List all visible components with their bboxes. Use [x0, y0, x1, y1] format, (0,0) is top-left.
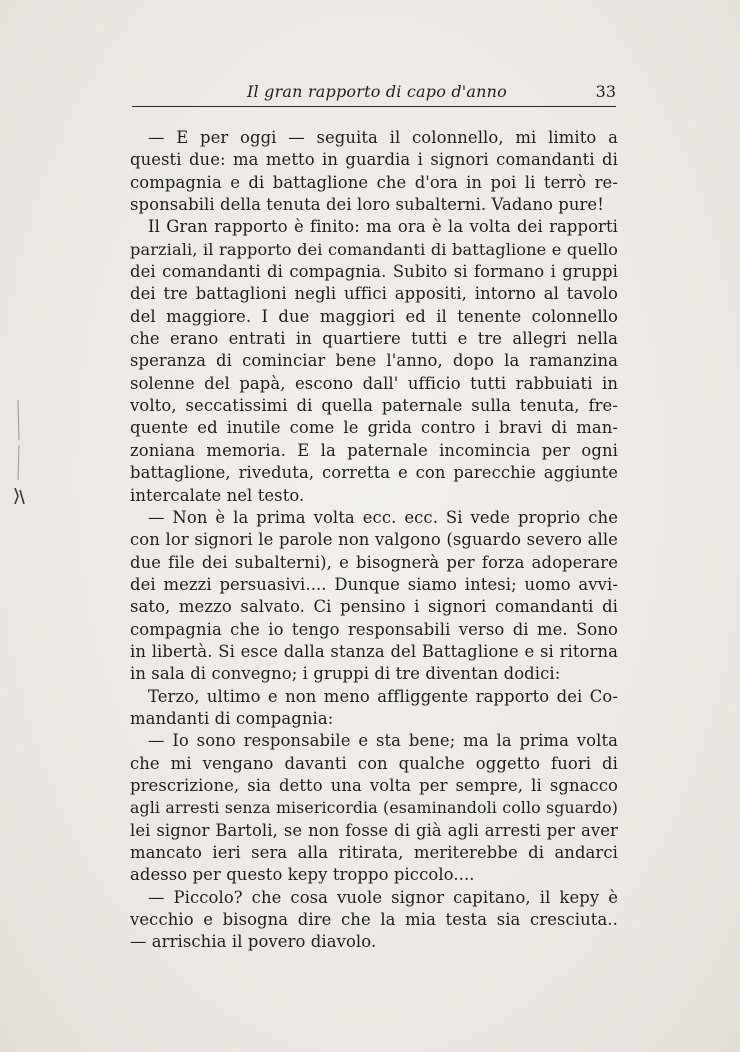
text-line: dei comandanti di compagnia. Subito si formano i gruppi	[130, 262, 618, 282]
text-line: questi due: ma metto in guardia i signori comandanti di	[130, 150, 618, 170]
page-number: 33	[595, 82, 616, 101]
text-line: Il Gran rapporto è finito: ma ora è la volta dei rapporti	[148, 217, 618, 237]
text-line: solenne del papà, escono dall' ufficio tutti rabbuiati in	[130, 373, 618, 393]
text-line: sponsabili della tenuta dei loro subalterni. Vadano pure!	[130, 195, 604, 215]
text-line: lei signor Bartoli, se non fosse di già agli arresti per aver	[130, 820, 618, 840]
text-line: intercalate nel testo.	[130, 485, 305, 505]
text-line: mandanti di compagnia:	[130, 708, 334, 728]
text-line: dei mezzi persuasivi.... Dunque siamo intesi; uomo avvi-	[130, 574, 618, 594]
text-line: mancato ieri sera alla ritirata, meriterebbe di andarci	[130, 843, 618, 862]
text-line: prescrizione, sia detto una volta per sempre, li sgnacco	[130, 775, 618, 795]
text-line: adesso per questo kepy troppo piccolo....	[130, 865, 475, 885]
text-line: zoniana memoria. E la paternale incomincia per ogni	[130, 440, 618, 460]
text-line: che mi vengano davanti con qualche oggetto fuori di	[130, 753, 618, 773]
text-line: agli arresti senza misericordia (esaminandoli collo sguardo)	[130, 798, 618, 818]
text-line: quente ed inutile come le grida contro i bravi di man-	[130, 418, 618, 438]
body-text	[130, 127, 618, 954]
text-line: parziali, il rapporto dei comandanti di battaglione e quello	[130, 239, 618, 259]
text-line: compagnia e di battaglione che d'ora in poi li terrò re-	[130, 172, 618, 192]
text-line: compagnia che io tengo responsabili verso di me. Sono	[130, 619, 618, 639]
text-line: che erano entrati in quartiere tutti e tre allegri nella	[130, 329, 618, 349]
text-line: — E per oggi — seguita il colonnello, mi limito a	[148, 128, 618, 147]
text-line: volto, seccatissimi di quella paternale sulla tenuta, fre-	[130, 396, 618, 416]
text-line: — arrischia il povero diavolo.	[130, 932, 377, 952]
text-line: battaglione, riveduta, corretta e con parecchie aggiunte	[130, 463, 618, 483]
running-title: Il gran rapporto di capo d'anno	[247, 82, 507, 101]
text-line: dei tre battaglioni negli uffici appositi, intorno al tavolo	[130, 284, 618, 304]
text-line: in libertà. Si esce dalla stanza del Battaglione e si ritorna	[130, 641, 618, 661]
margin-mark-icon	[12, 400, 26, 510]
text-line: con lor signori le parole non valgono (sguardo severo alle	[130, 530, 618, 550]
text-line: — Io sono responsabile e sta bene; ma la prima volta	[148, 731, 618, 751]
text-line: — Piccolo? che cosa vuole signor capitano, il kepy è	[148, 887, 618, 907]
text-line: del maggiore. I due maggiori ed il tenente colonnello	[130, 306, 618, 326]
text-line: speranza di cominciar bene l'anno, dopo la ramanzina	[130, 351, 618, 371]
page-header	[132, 80, 616, 107]
text-line: in sala di convegno; i gruppi di tre diventan dodici:	[130, 664, 561, 684]
text-line: sato, mezzo salvato. Ci pensino i signori comandanti di	[130, 597, 618, 617]
text-line: — Non è la prima volta ecc. ecc. Si vede proprio che	[148, 507, 618, 527]
text-line: vecchio e bisogna dire che la mia testa sia cresciuta..	[130, 910, 618, 930]
text-line: due file dei subalterni), e bisognerà per forza adoperare	[130, 552, 618, 572]
text-line: Terzo, ultimo e non meno affliggente rapporto dei Co-	[148, 686, 618, 706]
